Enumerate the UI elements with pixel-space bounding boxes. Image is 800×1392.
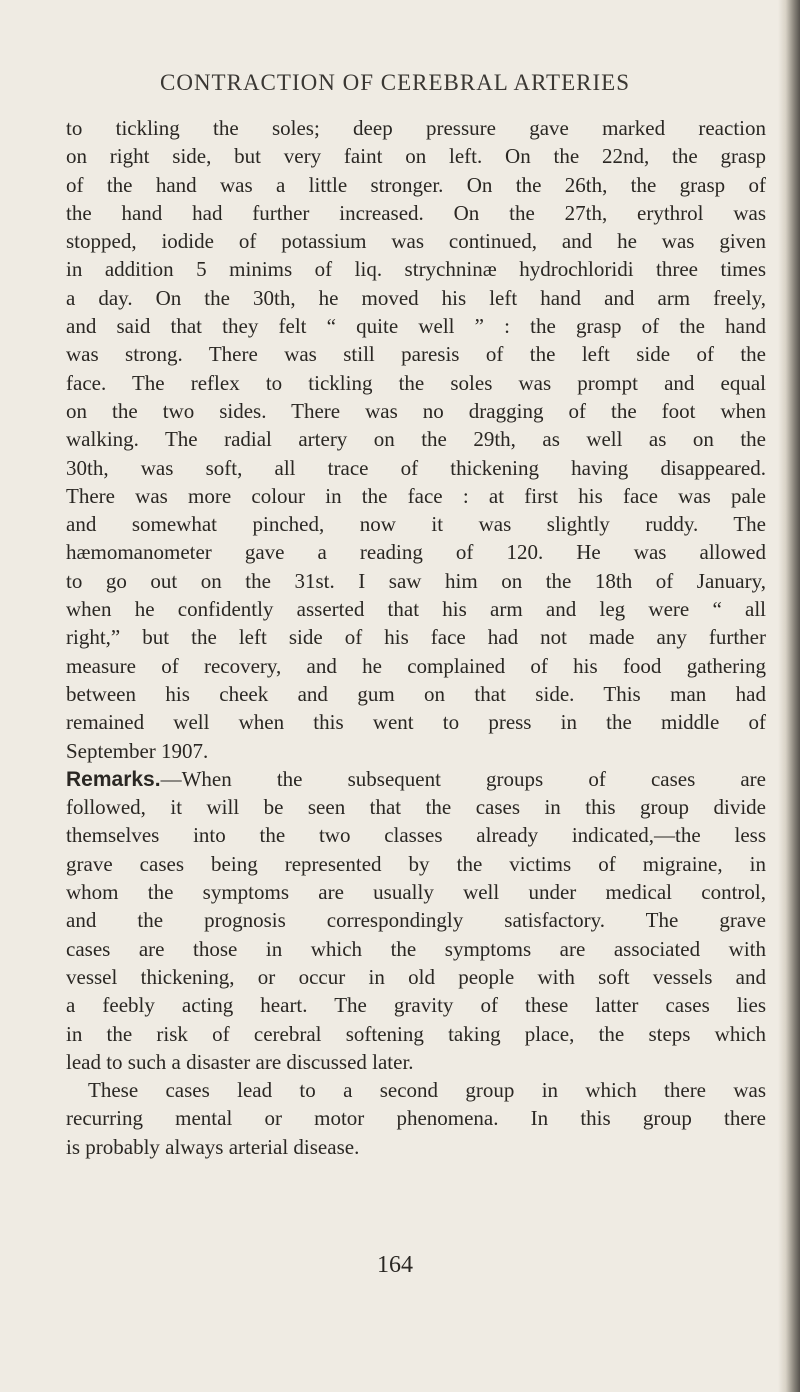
text-line: is probably always arterial disease. <box>66 1134 360 1159</box>
text-line: remained well when this went to press in the middle of <box>66 710 766 735</box>
page-number: 164 <box>377 1252 413 1278</box>
text-line: on right side, but very faint on left. On the 22nd, the grasp <box>66 144 766 169</box>
text-line: lead to such a disaster are discussed later. <box>66 1049 414 1074</box>
text-line: September 1907. <box>66 738 209 763</box>
text-line: stopped, iodide of potassium was continued, and he was given <box>66 229 766 254</box>
text-line: whom the symptoms are usually well under medical control, <box>66 880 766 905</box>
text-line: of the hand was a little stronger. On the 26th, the grasp of <box>66 172 766 197</box>
text-line: when he confidently asserted that his arm and leg were “ all <box>66 597 766 622</box>
text-line: and somewhat pinched, now it was slightly ruddy. The <box>66 512 766 537</box>
body-text <box>66 114 766 1161</box>
text-line: on the two sides. There was no dragging of the foot when <box>66 398 766 423</box>
text-line: to go out on the 31st. I saw him on the 18th of January, <box>66 568 766 593</box>
text-line: These cases lead to a second group in which there was <box>88 1078 766 1103</box>
text-line: between his cheek and gum on that side. This man had <box>66 681 766 706</box>
text-line: was strong. There was still paresis of the left side of the <box>66 342 766 367</box>
text-line: and said that they felt “ quite well ” : the grasp of the hand <box>66 314 766 339</box>
text-line: right,” but the left side of his face had not made any further <box>66 625 766 650</box>
text-line: in the risk of cerebral softening taking place, the steps which <box>66 1021 766 1046</box>
text-line: and the prognosis correspondingly satisfactory. The grave <box>66 908 766 933</box>
remarks-label: Remarks. <box>66 767 161 791</box>
text-line: hæmomanometer gave a reading of 120. He was allowed <box>66 540 766 565</box>
text-line: a day. On the 30th, he moved his left hand and arm freely, <box>66 285 766 310</box>
text-line: followed, it will be seen that the cases in this group divide <box>66 795 766 820</box>
text-line: in addition 5 minims of liq. strychninæ hydrochloridi three times <box>66 257 766 282</box>
text-line: 30th, was soft, all trace of thickening having disappeared. <box>66 455 766 480</box>
remarks-first-line <box>66 765 766 793</box>
remarks-first-line-text: —When the subsequent groups of cases are <box>160 766 766 791</box>
text-line: measure of recovery, and he complained of his food gathering <box>66 653 766 678</box>
page-edge-shadow <box>778 0 800 1392</box>
text-line: the hand had further increased. On the 27th, erythrol was <box>66 200 766 225</box>
text-line: face. The reflex to tickling the soles was prompt and equal <box>66 370 766 395</box>
text-line: themselves into the two classes already indicated,—the less <box>66 823 766 848</box>
text-line: cases are those in which the symptoms are associated with <box>66 936 766 961</box>
text-line: recurring mental or motor phenomena. In this group there <box>66 1106 766 1131</box>
text-line: walking. The radial artery on the 29th, as well as on the <box>66 427 766 452</box>
text-line: grave cases being represented by the victims of migraine, in <box>66 851 766 876</box>
text-line: a feebly acting heart. The gravity of these latter cases lies <box>66 993 766 1018</box>
text-line: vessel thickening, or occur in old people with soft vessels and <box>66 964 766 989</box>
text-line: There was more colour in the face : at first his face was pale <box>66 483 766 508</box>
text-line: to tickling the soles; deep pressure gave marked reaction <box>66 116 766 140</box>
running-head: CONTRACTION OF CEREBRAL ARTERIES <box>160 70 630 95</box>
